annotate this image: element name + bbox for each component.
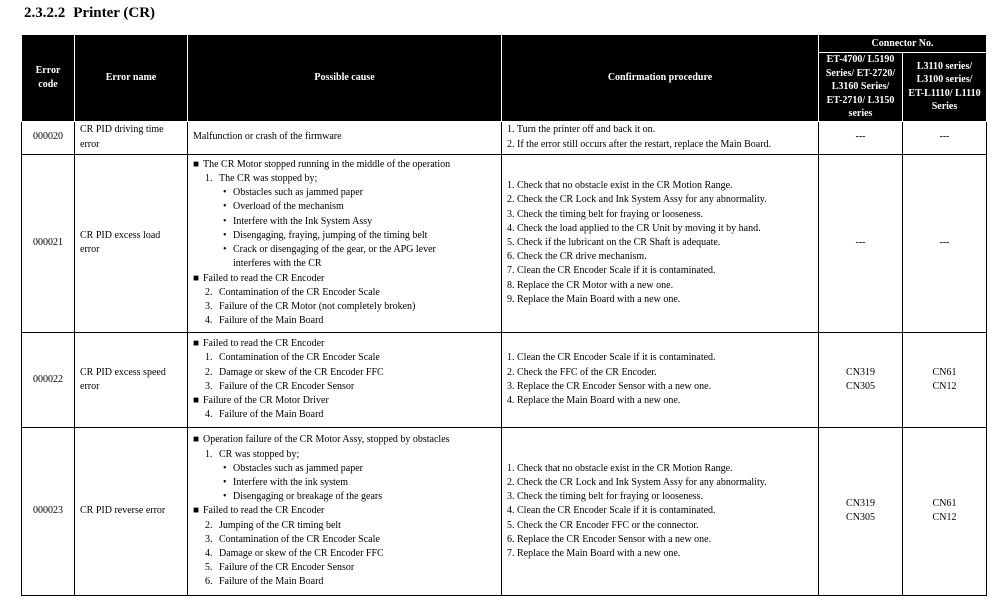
possible-cause-cell [188, 332, 502, 427]
confirmation-step: 2. Check the CR Lock and Ink System Assy for any abnormality. [507, 476, 767, 488]
bullet-icon: • [223, 229, 227, 241]
cause-text: Failure of the Main Board [219, 315, 324, 327]
confirmation-step: 1. Check that no obstacle exist in the CR Motion Range. [507, 180, 733, 192]
cause-line [193, 243, 496, 257]
cause-text: Operation failure of the CR Motor Assy, stopped by obstacles [203, 434, 450, 446]
cause-text: interferes with the CR [233, 258, 322, 270]
cause-text: Failure of the Main Board [219, 576, 324, 588]
cause-line [193, 433, 496, 447]
header-connector-no: Connector No. [819, 35, 987, 53]
cause-text: Contamination of the CR Encoder Scale [219, 352, 380, 364]
confirmation-step: 7. Clean the CR Encoder Scale if it is contaminated. [507, 265, 716, 277]
table-header [22, 35, 987, 122]
connector-value: CN12 [932, 380, 957, 392]
cause-text: Failure of the CR Encoder Sensor [219, 562, 355, 574]
connector-model-b-cell [903, 154, 987, 332]
cause-line [193, 314, 496, 328]
cause-line [193, 533, 496, 547]
cause-text: Failure of the CR Motor (not completely broken) [219, 300, 416, 312]
square-bullet-icon: ■ [193, 158, 200, 170]
cause-text: Failed to read the CR Encoder [203, 272, 325, 284]
connector-value: CN61 [932, 498, 957, 510]
cause-line [193, 547, 496, 561]
list-number: 6. [205, 576, 213, 588]
bullet-icon: • [223, 244, 227, 256]
cause-line [193, 130, 496, 144]
table-row [22, 427, 987, 595]
confirmation-step: 1. Turn the printer off and back it on. [507, 124, 656, 136]
bullet-icon: • [223, 491, 227, 503]
list-number: 3. [205, 533, 213, 545]
header-error-name: Error name [75, 35, 188, 122]
list-number: 4. [205, 315, 213, 327]
possible-cause-cell [188, 121, 502, 154]
error-name-cell: CR PID excess load error [75, 154, 188, 332]
square-bullet-icon: ■ [193, 505, 200, 517]
list-number: 1. [205, 448, 213, 460]
possible-cause-cell [188, 427, 502, 595]
cause-text: Malfunction or crash of the firmware [193, 131, 342, 143]
confirmation-step: 1. Clean the CR Encoder Scale if it is contaminated. [507, 352, 716, 364]
connector-value: --- [855, 237, 866, 248]
cause-line [193, 300, 496, 314]
cause-line [193, 158, 496, 172]
cause-line [193, 200, 496, 214]
square-bullet-icon: ■ [193, 272, 200, 284]
cause-text: The CR was stopped by; [219, 173, 318, 185]
cause-text: Obstacles such as jammed paper [233, 462, 363, 474]
cause-line [193, 408, 496, 422]
cause-line [193, 257, 496, 271]
cause-line [193, 575, 496, 589]
cause-text: Failed to read the CR Encoder [203, 338, 325, 350]
connector-model-a-cell [819, 427, 903, 595]
confirmation-cell [502, 121, 819, 154]
connector-value: CN305 [846, 512, 875, 524]
confirmation-step: 5. Check the CR Encoder FFC or the connector. [507, 519, 699, 531]
bullet-icon: • [223, 476, 227, 488]
cause-line [193, 215, 496, 229]
cause-text: Disengaging, fraying, jumping of the timing belt [233, 229, 428, 241]
cause-text: Interfere with the ink system [233, 476, 348, 488]
cause-line [193, 476, 496, 490]
connector-value: CN319 [846, 498, 875, 510]
error-code-cell: 000023 [22, 427, 75, 595]
confirmation-step: 2. Check the FFC of the CR Encoder. [507, 366, 657, 378]
connector-model-a-cell [819, 121, 903, 154]
error-name-cell: CR PID driving time error [75, 121, 188, 154]
cause-line [193, 504, 496, 518]
header-confirmation: Confirmation procedure [502, 35, 819, 122]
confirmation-step: 1. Check that no obstacle exist in the CR Motion Range. [507, 462, 733, 474]
section-heading [24, 5, 155, 22]
section-number: 2.3.2.2 [24, 5, 66, 21]
cause-line [193, 519, 496, 533]
list-number: 3. [205, 300, 213, 312]
list-number: 5. [205, 562, 213, 574]
square-bullet-icon: ■ [193, 338, 200, 350]
connector-model-b-cell [903, 332, 987, 427]
section-title: Printer (CR) [73, 5, 156, 21]
cause-line [193, 172, 496, 186]
confirmation-step: 6. Check the CR drive mechanism. [507, 251, 647, 263]
confirmation-cell [502, 427, 819, 595]
confirmation-step: 3. Replace the CR Encoder Sensor with a new one. [507, 380, 712, 392]
cause-text: Overload of the mechanism [233, 201, 344, 213]
table-body [22, 121, 987, 596]
connector-model-b-cell [903, 427, 987, 595]
connector-value: CN61 [932, 366, 957, 378]
cause-text: Contamination of the CR Encoder Scale [219, 286, 380, 298]
error-code-cell: 000021 [22, 154, 75, 332]
bullet-icon: • [223, 215, 227, 227]
connector-value: CN319 [846, 366, 875, 378]
connector-model-b-cell [903, 121, 987, 154]
cause-text: Crack or disengaging of the gear, or the APG lever [233, 244, 436, 256]
list-number: 3. [205, 380, 213, 392]
error-name-cell: CR PID excess speed error [75, 332, 188, 427]
connector-model-a-cell [819, 332, 903, 427]
confirmation-cell [502, 154, 819, 332]
cause-text: Contamination of the CR Encoder Scale [219, 533, 380, 545]
cause-line [193, 186, 496, 200]
connector-value: CN12 [932, 512, 957, 524]
cause-line [193, 462, 496, 476]
header-model-a: ET-4700/ L5190 Series/ ET-2720/ L3160 Series/ ET-2710/ L3150 series [819, 53, 903, 122]
bullet-icon: • [223, 201, 227, 213]
cause-line [193, 490, 496, 504]
error-name-cell: CR PID reverse error [75, 427, 188, 595]
list-number: 4. [205, 547, 213, 559]
list-number: 2. [205, 366, 213, 378]
cause-text: Failed to read the CR Encoder [203, 505, 325, 517]
header-model-b: L3110 series/ L3100 series/ ET-L1110/ L1110 Series [903, 53, 987, 122]
cause-line [193, 561, 496, 575]
connector-value: --- [939, 237, 950, 248]
connector-model-a-cell [819, 154, 903, 332]
error-code-cell: 000020 [22, 121, 75, 154]
confirmation-step: 9. Replace the Main Board with a new one. [507, 293, 681, 305]
cause-text: Failure of the CR Encoder Sensor [219, 380, 355, 392]
cause-text: Obstacles such as jammed paper [233, 187, 363, 199]
cause-line [193, 229, 496, 243]
square-bullet-icon: ■ [193, 394, 200, 406]
square-bullet-icon: ■ [193, 434, 200, 446]
confirmation-step: 7. Replace the Main Board with a new one. [507, 547, 681, 559]
bullet-icon: • [223, 462, 227, 474]
cause-line [193, 272, 496, 286]
cause-text: The CR Motor stopped running in the middle of the operation [203, 158, 451, 170]
cause-line [193, 448, 496, 462]
table-row [22, 154, 987, 332]
cause-line [193, 337, 496, 351]
confirmation-step: 4. Check the load applied to the CR Unit by moving it by hand. [507, 222, 761, 234]
connector-value: --- [855, 131, 866, 143]
confirmation-step: 3. Check the timing belt for fraying or looseness. [507, 491, 704, 503]
list-number: 2. [205, 286, 213, 298]
cause-text: Interfere with the Ink System Assy [233, 215, 373, 227]
table-row [22, 332, 987, 427]
cause-line [193, 286, 496, 300]
confirmation-step: 4. Replace the Main Board with a new one. [507, 394, 681, 406]
cause-line [193, 380, 496, 394]
table-row [22, 121, 987, 154]
confirmation-step: 4. Clean the CR Encoder Scale if it is contaminated. [507, 505, 716, 517]
cause-line [193, 366, 496, 380]
cause-line [193, 394, 496, 408]
bullet-icon: • [223, 187, 227, 199]
cause-text: Disengaging or breakage of the gears [233, 491, 383, 503]
confirmation-step: 3. Check the timing belt for fraying or looseness. [507, 208, 704, 220]
error-code-cell: 000022 [22, 332, 75, 427]
confirmation-step: 5. Check if the lubricant on the CR Shaft is adequate. [507, 237, 721, 248]
cause-text: Damage or skew of the CR Encoder FFC [219, 547, 384, 559]
header-possible-cause: Possible cause [188, 35, 502, 122]
list-number: 1. [205, 173, 213, 185]
confirmation-cell [502, 332, 819, 427]
connector-value: CN305 [846, 380, 875, 392]
cause-line [193, 351, 496, 365]
confirmation-step: 6. Replace the CR Encoder Sensor with a new one. [507, 533, 712, 545]
list-number: 4. [205, 409, 213, 421]
list-number: 2. [205, 519, 213, 531]
confirmation-step: 8. Replace the CR Motor with a new one. [507, 279, 674, 291]
cause-text: Damage or skew of the CR Encoder FFC [219, 366, 384, 378]
error-table [21, 34, 987, 596]
list-number: 1. [205, 352, 213, 364]
cause-text: CR was stopped by; [219, 448, 300, 460]
cause-text: Failure of the CR Motor Driver [203, 394, 329, 406]
confirmation-step: 2. Check the CR Lock and Ink System Assy for any abnormality. [507, 194, 767, 206]
cause-text: Jumping of the CR timing belt [219, 519, 341, 531]
header-error-code: Error code [22, 35, 75, 122]
possible-cause-cell [188, 154, 502, 332]
connector-value: --- [939, 131, 950, 143]
cause-text: Failure of the Main Board [219, 409, 324, 421]
confirmation-step: 2. If the error still occurs after the restart, replace the Main Board. [507, 138, 772, 150]
